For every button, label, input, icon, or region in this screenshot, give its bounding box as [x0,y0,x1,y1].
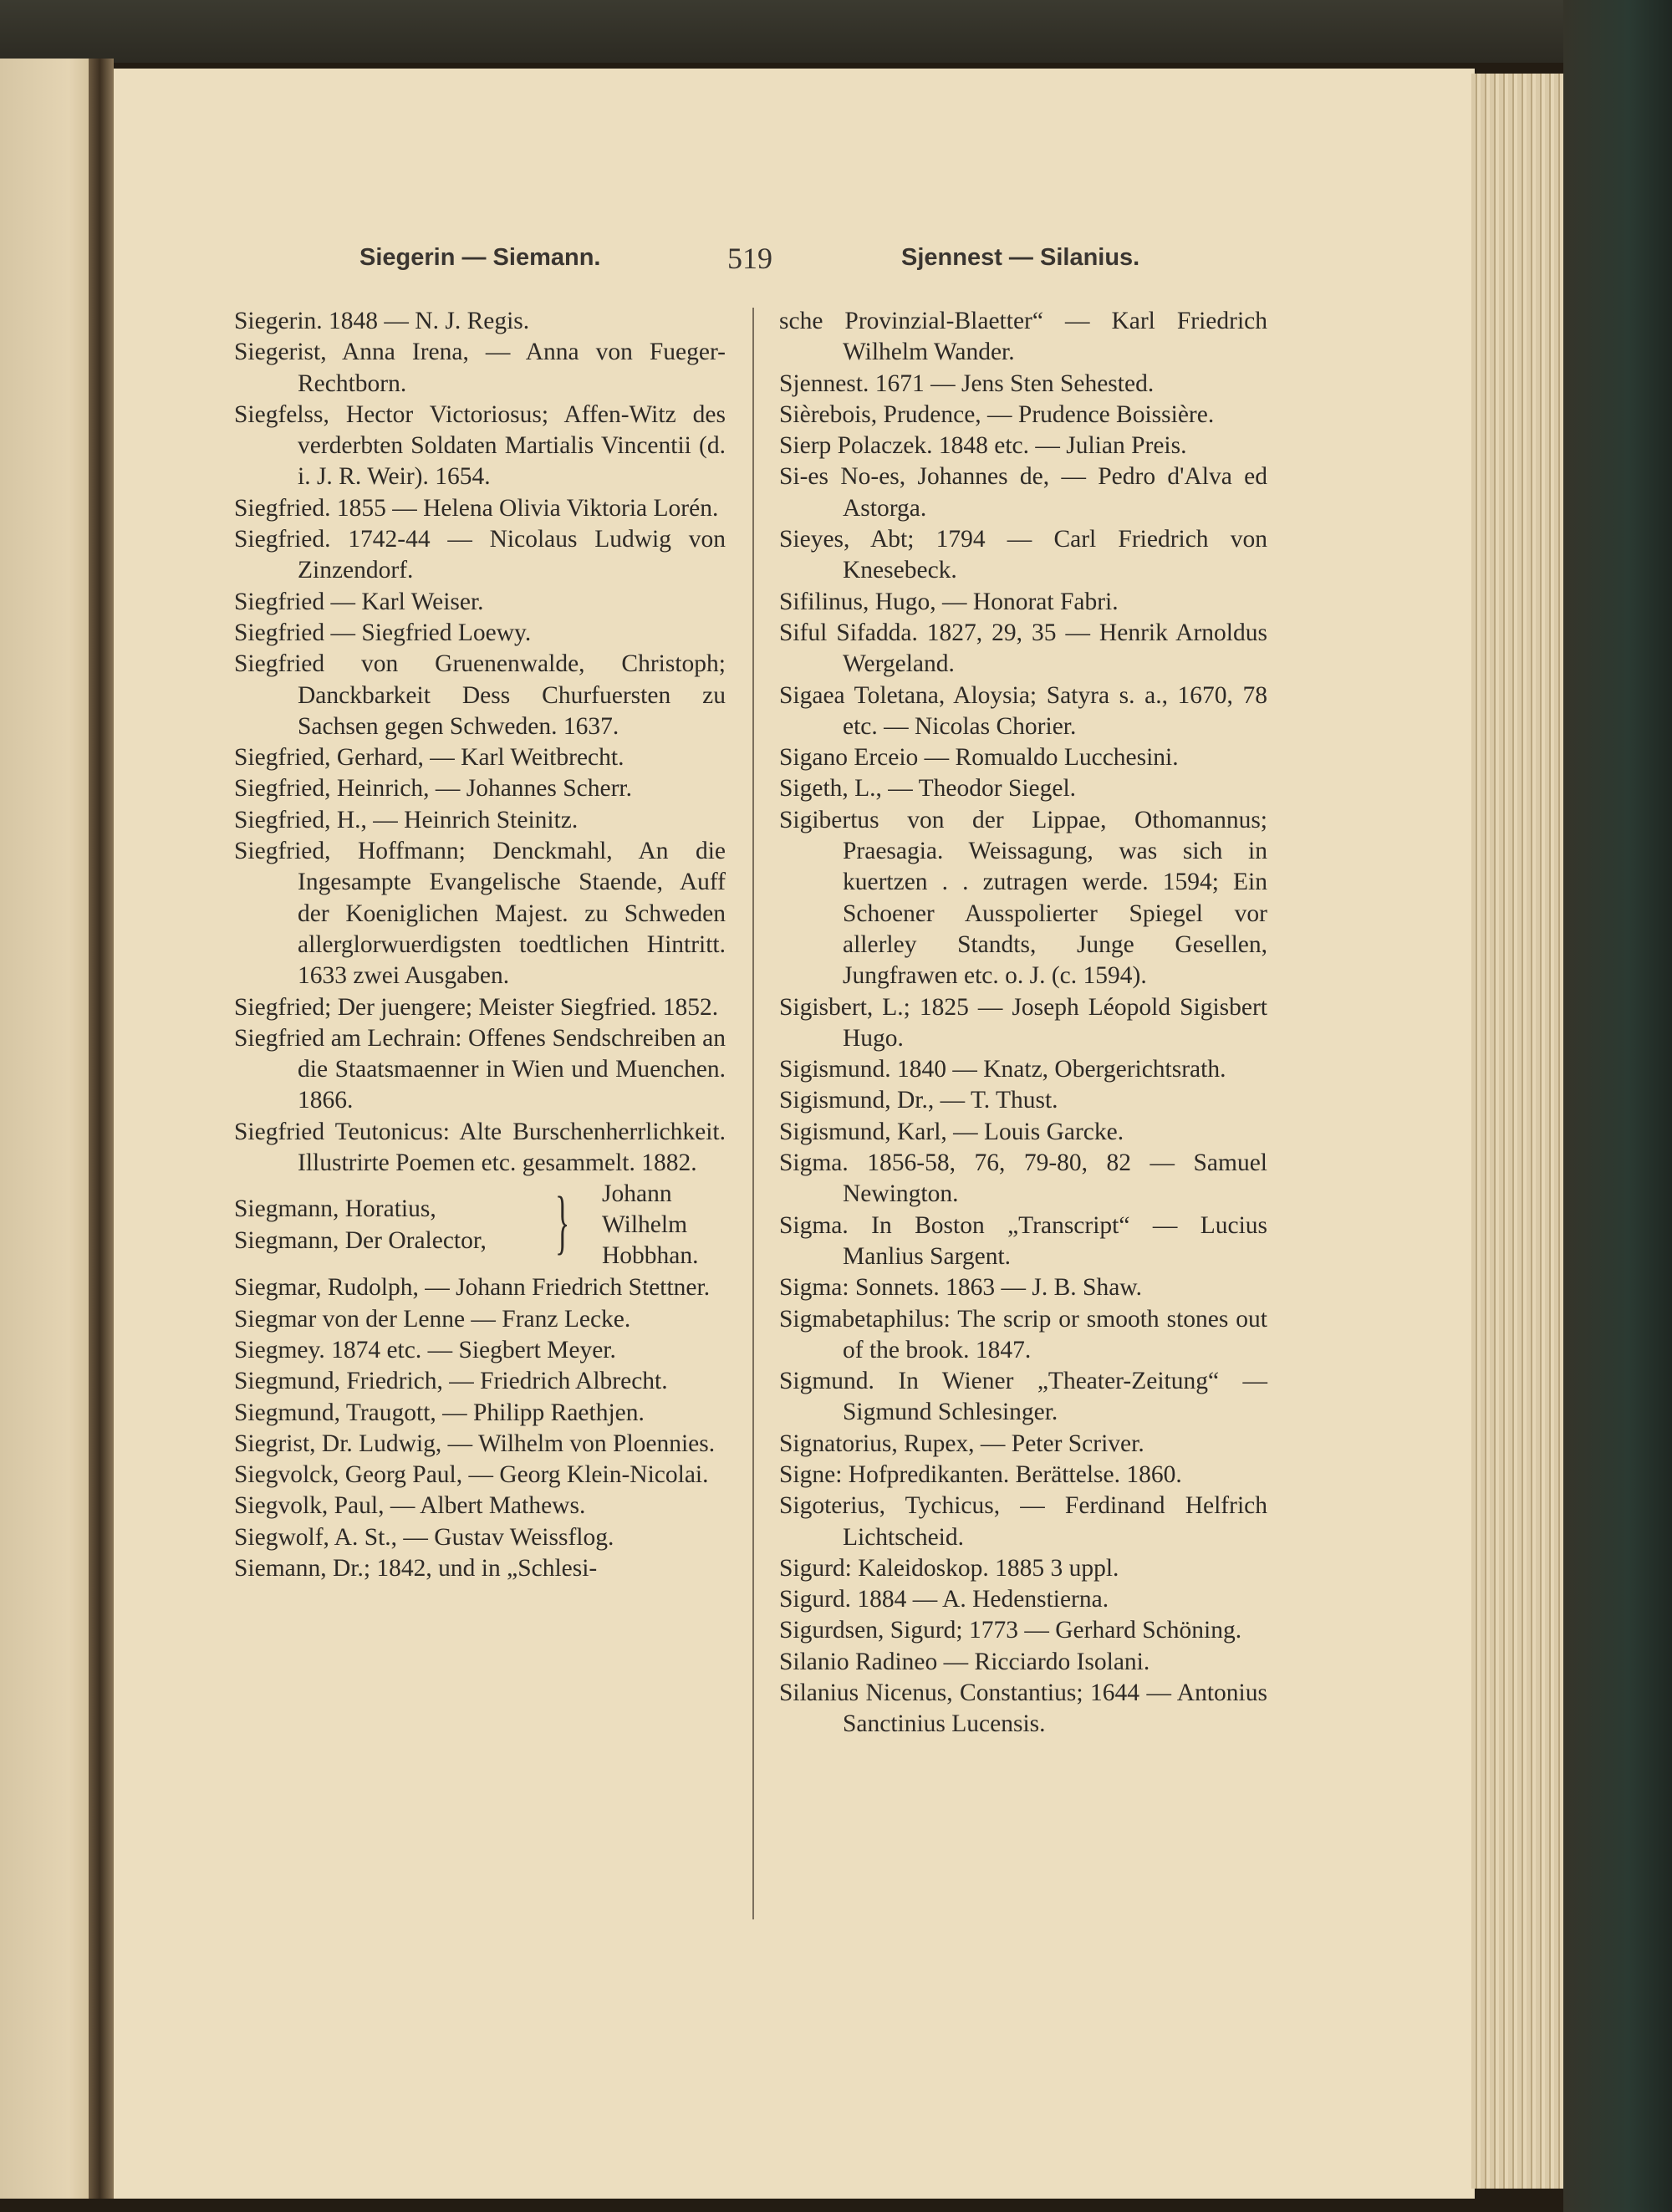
entry: Siegfried, Heinrich, — Johannes Scherr. [234,775,632,803]
entry: Siegmey. 1874 etc. — Siegbert Meyer. [234,1336,616,1363]
brace-target: Wilhelm [602,1211,688,1239]
facing-page-edge [0,59,99,2199]
header-right: Sjennest — Silanius. [901,244,1140,271]
brace-target: Johann [602,1180,672,1208]
entry: Sigaea Toletana, Aloysia; Satyra s. a., 1670, 78 etc. — Nicolas Chorier. [779,681,1267,740]
entry: Siegfried. 1855 — Helena Olivia Viktoria Lorén. [234,494,719,522]
column-rule [752,308,754,1919]
entry: Sigismund, Karl, — Louis Garcke. [779,1118,1124,1145]
entry: Siegvolk, Paul, — Albert Mathews. [234,1492,586,1520]
entry: Sigibertus von der Lippae, Othomannus; Praesagia. Weissagung, was sich in kuertzen . . zutragen werde. 1594; Ein Schoener Ausspolierter Spiegel vor allerley Standts, Junge Gesellen, Jungfrawen etc. o. J. (c. 1594). [779,806,1267,990]
entry: Siemann, Dr.; 1842, und in „Schlesi- [234,1554,598,1582]
entry: Siegwolf, A. St., — Gustav Weissflog. [234,1523,614,1551]
entry: Sigismund. 1840 — Knatz, Obergerichtsrath. [779,1056,1226,1083]
brace-target: Hobbhan. [602,1242,699,1270]
entry: Sigma. In Boston „Transcript“ — Lucius Manlius Sargent. [779,1211,1267,1270]
entry: Siegmund, Traugott, — Philipp Raethjen. [234,1399,645,1426]
entry: Siegfried, Gerhard, — Karl Weitbrecht. [234,744,624,772]
entry: Siegvolck, Georg Paul, — Georg Klein-Nicolai. [234,1461,709,1489]
entry: Siful Sifadda. 1827, 29, 35 — Henrik Arnoldus Wergeland. [779,619,1267,678]
book-cover-right [1563,0,1672,2212]
entry: Sièrebois, Prudence, — Prudence Boissière. [779,400,1215,428]
entry: Siegfelss, Hector Victoriosus; Affen-Witz des verderbten Soldaten Martialis Vincentii (d. i. J. R. Weir). 1654. [234,400,726,491]
running-header [0,244,1672,286]
entry: Siegfried. 1742-44 — Nicolaus Ludwig von Zinzendorf. [234,526,726,584]
book-cover-top [0,0,1672,63]
entry: Signatorius, Rupex, — Peter Scriver. [779,1430,1144,1457]
entry: Silanio Radineo — Ricciardo Isolani. [779,1648,1150,1675]
entry: Sierp Polaczek. 1848 etc. — Julian Preis. [779,432,1187,460]
brace-entry: Siegmann, Der Oralector, [234,1227,487,1255]
left-column [234,306,726,1584]
page-number: 519 [727,242,772,275]
entry: Signe: Hofpredikanten. Berättelse. 1860. [779,1460,1182,1488]
entry: Sigurd: Kaleidoskop. 1885 3 uppl. [779,1554,1119,1582]
entry: Sjennest. 1671 — Jens Sten Sehested. [779,370,1155,397]
entry: Siegerin. 1848 — N. J. Regis. [234,308,530,334]
brace-entry: Siegmann, Horatius, [234,1195,436,1223]
entry: Siegfried von Gruenenwalde, Christoph; Danckbarkeit Dess Churfuersten zu Sachsen gegen Schweden. 1637. [234,650,726,740]
entry: Siegfried, Hoffmann; Denckmahl, An die Ingesampte Evangelische Staende, Auff der Koeniglichen Majest. zu Schweden allerglorwuerdigsten toedtlichen Hintritt. 1633 zwei Ausgaben. [234,838,726,990]
entry: Sigano Erceio — Romualdo Lucchesini. [779,744,1179,772]
entry: Sifilinus, Hugo, — Honorat Fabri. [779,588,1119,615]
entry: Siegfried; Der juengere; Meister Siegfried. 1852. [234,993,719,1021]
brace-glyph: } [555,1181,570,1262]
entry: Silanius Nicenus, Constantius; 1644 — Antonius Sanctinius Lucensis. [779,1679,1267,1738]
entry: Siegmund, Friedrich, — Friedrich Albrecht. [234,1368,668,1395]
entry: Sigismund, Dr., — T. Thust. [779,1087,1058,1114]
entry: Siegfried — Karl Weiser. [234,588,484,615]
entry: Sigma. 1856-58, 76, 79-80, 82 — Samuel Newington. [779,1149,1267,1208]
entry: Sigurd. 1884 — A. Hedenstierna. [779,1586,1109,1613]
entry: Siegerist, Anna Irena, — Anna von Fueger-Rechtborn. [234,339,726,397]
entry: Siegmar von der Lenne — Franz Lecke. [234,1305,631,1333]
entry: Sigurdsen, Sigurd; 1773 — Gerhard Schöning. [779,1617,1242,1644]
entry: Sigeth, L., — Theodor Siegel. [779,775,1077,803]
entry: Siegfried Teutonicus: Alte Burschenherrlichkeit. Illustrirte Poemen etc. gesammelt. 1882. [234,1118,726,1177]
entry: Sigmund. In Wiener „Theater-Zeitung“ — Sigmund Schlesinger. [779,1368,1267,1426]
entry: Siegfried, H., — Heinrich Steinitz. [234,806,579,833]
entry: Siegfried am Lechrain: Offenes Sendschreiben an die Staatsmaenner in Wien und Muenchen. 1866. [234,1024,726,1114]
right-column [779,306,1267,1741]
entry: Sieyes, Abt; 1794 — Carl Friedrich von Knesebeck. [779,526,1267,584]
entry: Siegfried — Siegfried Loewy. [234,619,532,646]
entry-continuation: sche Provinzial-Blaetter“ — Karl Friedrich Wilhelm Wander. [779,308,1267,366]
brace-group [234,1179,726,1272]
entry: Sigmabetaphilus: The scrip or smooth stones out of the brook. 1847. [779,1305,1267,1363]
page-block-edges [1471,74,1563,2189]
book-gutter [89,59,114,2199]
entry: Sigoterius, Tychicus, — Ferdinand Helfrich Lichtscheid. [779,1492,1267,1551]
header-left: Siegerin — Siemann. [359,244,601,271]
entry: Siegmar, Rudolph, — Johann Friedrich Stettner. [234,1274,711,1302]
entry: Siegrist, Dr. Ludwig, — Wilhelm von Ploennies. [234,1430,716,1457]
entry: Si-es No-es, Johannes de, — Pedro d'Alva ed Astorga. [779,463,1267,522]
entry: Sigisbert, L.; 1825 — Joseph Léopold Sigisbert Hugo. [779,993,1267,1052]
entry: Sigma: Sonnets. 1863 — J. B. Shaw. [779,1274,1143,1302]
